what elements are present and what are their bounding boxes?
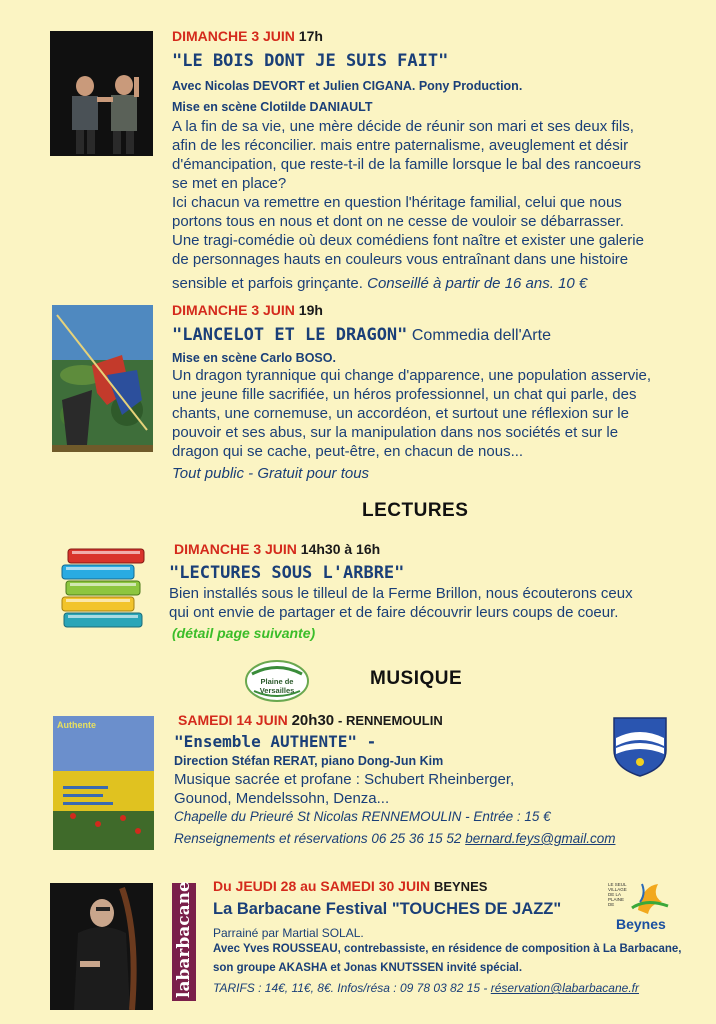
- event1-date: [172, 28, 323, 44]
- event1-line: de personnages hauts en couleurs vous entraînant dans une histoire: [172, 251, 629, 268]
- section-musique-heading: MUSIQUE: [370, 668, 463, 689]
- event2-date-day: DIMANCHE 3 JUIN: [172, 302, 295, 318]
- event2-line: pouvoir et ses abus, sur la manipulation dans nos sociétés et sur le: [172, 424, 619, 441]
- beynes-logo-text: Beynes: [616, 916, 666, 932]
- event4-contact-row: [174, 831, 615, 846]
- barbacane-logo-text: labarbacane: [174, 881, 194, 998]
- event5-tarifs-row: [213, 981, 639, 995]
- event4-date-time: 20h30: [291, 712, 335, 729]
- event2-illustration: [52, 305, 153, 452]
- event3-detail-link[interactable]: (détail page suivante): [172, 625, 316, 641]
- event4-date: [178, 712, 443, 729]
- beynes-logo: [608, 880, 670, 938]
- event1-line: se met en place?: [172, 175, 287, 192]
- la-barbacane-logo: [172, 883, 196, 1001]
- event4-direction: Direction Stéfan RERAT, piano Dong-Jun Kim: [174, 754, 444, 768]
- event4-place: - RENNEMOULIN: [338, 713, 443, 728]
- event2-date: [172, 302, 323, 318]
- event3-date-day: DIMANCHE 3 JUIN: [174, 541, 297, 557]
- event4-poster: [53, 716, 154, 850]
- event4-line: Gounod, Mendelssohn, Denza...: [174, 790, 390, 807]
- event1-line: Ici chacun va remettre en question l'héritage familial, celui que nous: [172, 194, 622, 211]
- event1-date-day: DIMANCHE 3 JUIN: [172, 28, 295, 44]
- event2-footer: Tout public - Gratuit pour tous: [172, 465, 370, 482]
- event5-line1: Avec Yves ROUSSEAU, contrebassiste, en résidence de composition à La Barbacane,: [213, 943, 682, 955]
- event2-description: [172, 366, 692, 483]
- event4-contact: Renseignements et réservations 06 25 36 15 52: [174, 831, 462, 846]
- event4-date-day: SAMEDI 14 JUIN: [178, 712, 288, 728]
- event3-line: qui ont envie de partager et de faire découvrir leurs coups de coeur.: [169, 604, 619, 621]
- event2-line: une jeune fille sacrifiée, un héros professionnel, un chat qui parle, des: [172, 386, 637, 403]
- event5-title: La Barbacane Festival "TOUCHES DE JAZZ": [213, 900, 562, 918]
- event3-line: Bien installés sous le tilleul de la Ferme Brillon, nous écouterons ceux: [169, 585, 633, 602]
- event1-line: afin de les réconcilier. mais entre paternalisme, aveuglement et désir: [172, 137, 629, 154]
- plaine-de-versailles-logo: [244, 659, 310, 703]
- event5-sponsor: Parrainé par Martial SOLAL.: [213, 926, 364, 940]
- event1-line: d'émancipation, que reste-t-il de la famille lorsque le bal des rancoeurs: [172, 156, 641, 173]
- event5-tarifs: TARIFS : 14€, 11€, 8€. Infos/résa : 09 78 03 82 15 -: [213, 981, 488, 995]
- event3-date: [174, 541, 380, 557]
- event1-last-line: sensible et parfois grinçante.: [172, 275, 363, 292]
- event1-title: "LE BOIS DONT JE SUIS FAIT": [172, 51, 449, 71]
- event5-date: [213, 878, 487, 894]
- event2-line: dragon qui se cache, peut-être, en chacun de nous...: [172, 443, 524, 460]
- event5-date-range: Du JEUDI 28 au SAMEDI 30 JUIN: [213, 878, 431, 894]
- event1-date-time: 17h: [298, 28, 323, 44]
- event2-title-suffix: Commedia dell'Arte: [411, 327, 551, 344]
- event1-director: Mise en scène Clotilde DANIAULT: [172, 100, 373, 114]
- event4-chapel: Chapelle du Prieuré St Nicolas RENNEMOULIN - Entrée : 15 €: [174, 809, 551, 824]
- books-icon: [60, 545, 152, 631]
- rennemoulin-crest-icon: [612, 716, 668, 778]
- event1-line: A la fin de sa vie, une mère décide de réunir son mari et ses deux fils,: [172, 118, 634, 135]
- event4-email-link[interactable]: bernard.feys@gmail.com: [465, 831, 616, 846]
- event1-cast: Avec Nicolas DEVORT et Julien CIGANA. Pony Production.: [172, 79, 523, 93]
- section-lectures-heading: LECTURES: [362, 500, 469, 521]
- event3-title: "LECTURES SOUS L'ARBRE": [169, 563, 405, 583]
- event1-photo: [50, 31, 153, 156]
- beynes-tagline: LE SEUL VILLAGE DE LA PLAINE DE: [608, 882, 627, 907]
- event4-description: [174, 770, 614, 808]
- event5-email-link[interactable]: réservation@labarbacane.fr: [490, 981, 639, 995]
- event2-date-time: 19h: [298, 302, 323, 318]
- event2-title: "LANCELOT ET LE DRAGON": [172, 325, 408, 345]
- event1-price: Conseillé à partir de 16 ans. 10 €: [367, 275, 588, 292]
- event2-title-row: [172, 325, 551, 345]
- event2-line: Un dragon tyrannique qui change d'apparence, une population asservie,: [172, 367, 652, 384]
- plaine-logo-text: Plaine de Versailles: [259, 677, 295, 695]
- event3-date-time: 14h30 à 16h: [300, 541, 381, 557]
- event5-place: BEYNES: [433, 879, 488, 894]
- event5-photo: [50, 883, 153, 1010]
- event1-description: [172, 117, 692, 293]
- event4-title: "Ensemble AUTHENTE" -: [174, 732, 377, 751]
- event1-line: portons tous en nous et dont on ne cesse de vouloir se débarrasser.: [172, 213, 624, 230]
- event5-line2: son groupe AKASHA et Jonas KNUTSSEN invité spécial.: [213, 962, 523, 974]
- event1-line: Une tragi-comédie où deux comédiens font naître et exister une galerie: [172, 232, 644, 249]
- event3-description: [169, 584, 689, 622]
- event2-line: chants, une cornemuse, un accordéon, et surtout une réflexion sur le: [172, 405, 629, 422]
- event4-poster-title: Authente: [57, 720, 96, 730]
- event2-director: Mise en scène Carlo BOSO.: [172, 351, 336, 365]
- event4-line: Musique sacrée et profane : Schubert Rheinberger,: [174, 771, 515, 788]
